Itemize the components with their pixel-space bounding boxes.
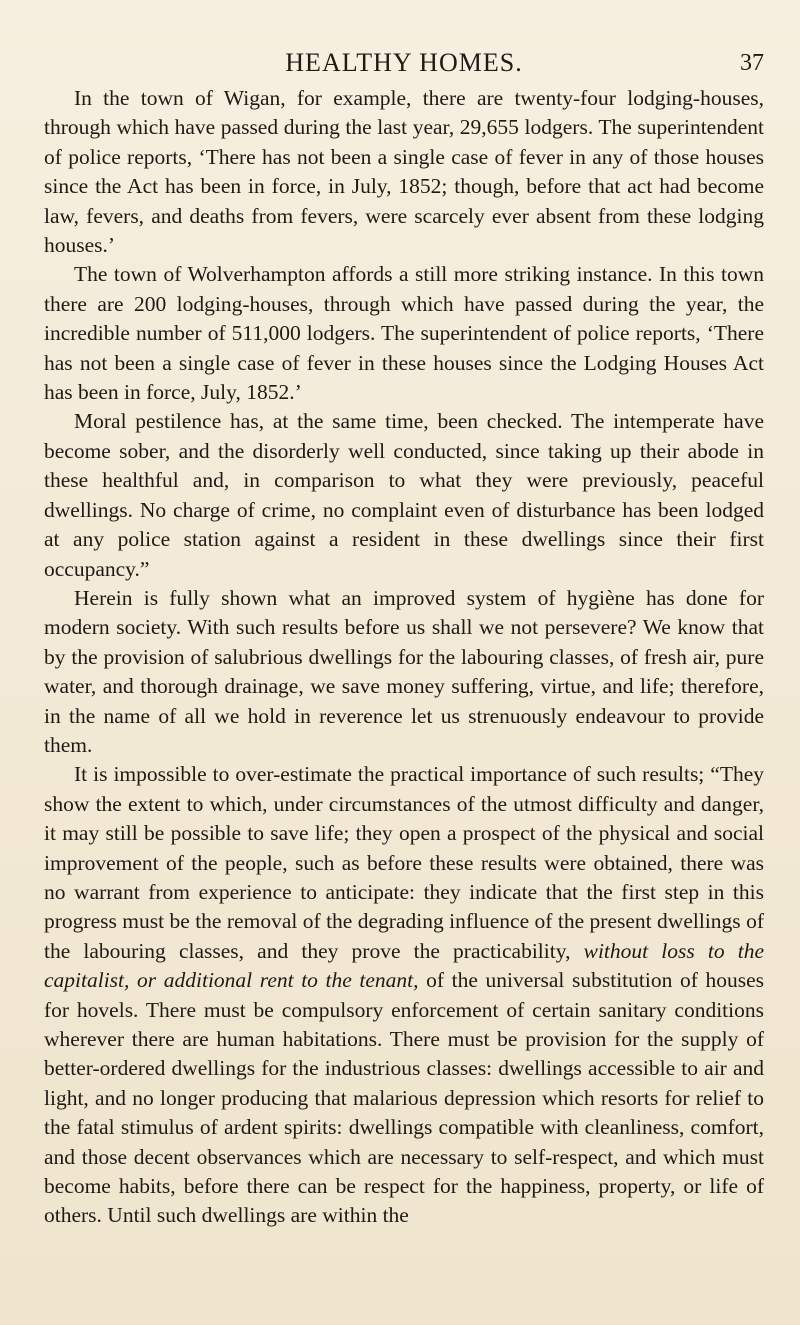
page-number: 37 (740, 50, 764, 76)
paragraph-wolverhampton: The town of Wolverhampton affords a still more striking instance. In this town there are 200 lodging-houses, through which have passed during the year, the incredible number of 511,000 lodgers. The superintendent of police reports, ‘There has not been a single case of fever in these houses since the Lodging Houses Act has been in force, July, 1852.’ (44, 262, 764, 405)
paragraph-importance-text-2: of the universal substitution of houses for hovels. There must be compulsory enforcement of certain sanitary conditions wherever there are human habitations. There must be provision for the supply of better-ordered dwellings for the industrious classes: dwellings accessible to air and light, and no longer producing that malarious depression which resorts for relief to the fatal stimulus of ardent spirits: dwellings compatible with cleanliness, comfort, and those decent observances which are necessary to self-respect, and which must become habits, before there can be respect for the happiness, property, or life of others. Until such dwellings are within the (44, 968, 764, 1228)
paragraph-hygiene: Herein is fully shown what an improved system of hygiène has done for modern society. With such results before us shall we not persevere? We know that by the provision of salubrious dwellings for the labouring classes, of fresh air, pure water, and thorough drainage, we save money suffering, virtue, and life; therefore, in the name of all we hold in reverence let us strenuously endeavour to provide them. (44, 585, 764, 757)
paragraph-wigan: In the town of Wigan, for example, there are twenty-four lodging-houses, through which have passed during the last year, 29,655 lodgers. The superintendent of police reports, ‘There has not been a single case of fever in any of those houses since the Act has been in force, in July, 1852; though, before that act had become law, fevers, and deaths from fevers, were scarcely ever absent from these lodging houses.’ (44, 86, 764, 258)
paragraph-moral-pestilence: Moral pestilence has, at the same time, been checked. The intemperate have become sober, and the disorderly well conducted, since taking up their abode in these healthful and, in comparison to what they were previously, peaceful dwellings. No charge of crime, no complaint even of disturbance has been lodged at any police station against a resident in these dwellings since their first occupancy.” (44, 409, 764, 581)
page-body (44, 84, 764, 1231)
paragraph-importance-text-1: It is impossible to over-estimate the practical importance of such results; “They show the extent to which, under circumstances of the utmost difficulty and danger, it may still be possible to save life; they open a prospect of the physical and social improvement of the people, such as before these results were obtained, there was no warrant from experience to anticipate: they indicate that the first step in this progress must be the removal of the degrading influence of the present dwellings of the labouring classes, and they prove the practicability, (44, 762, 764, 963)
paragraph-importance (44, 760, 764, 1231)
page-header (44, 40, 764, 84)
italic-phrase: without loss to the capitalist, or additional rent to the tenant, (44, 938, 765, 993)
running-title: HEALTHY HOMES. (285, 48, 523, 77)
